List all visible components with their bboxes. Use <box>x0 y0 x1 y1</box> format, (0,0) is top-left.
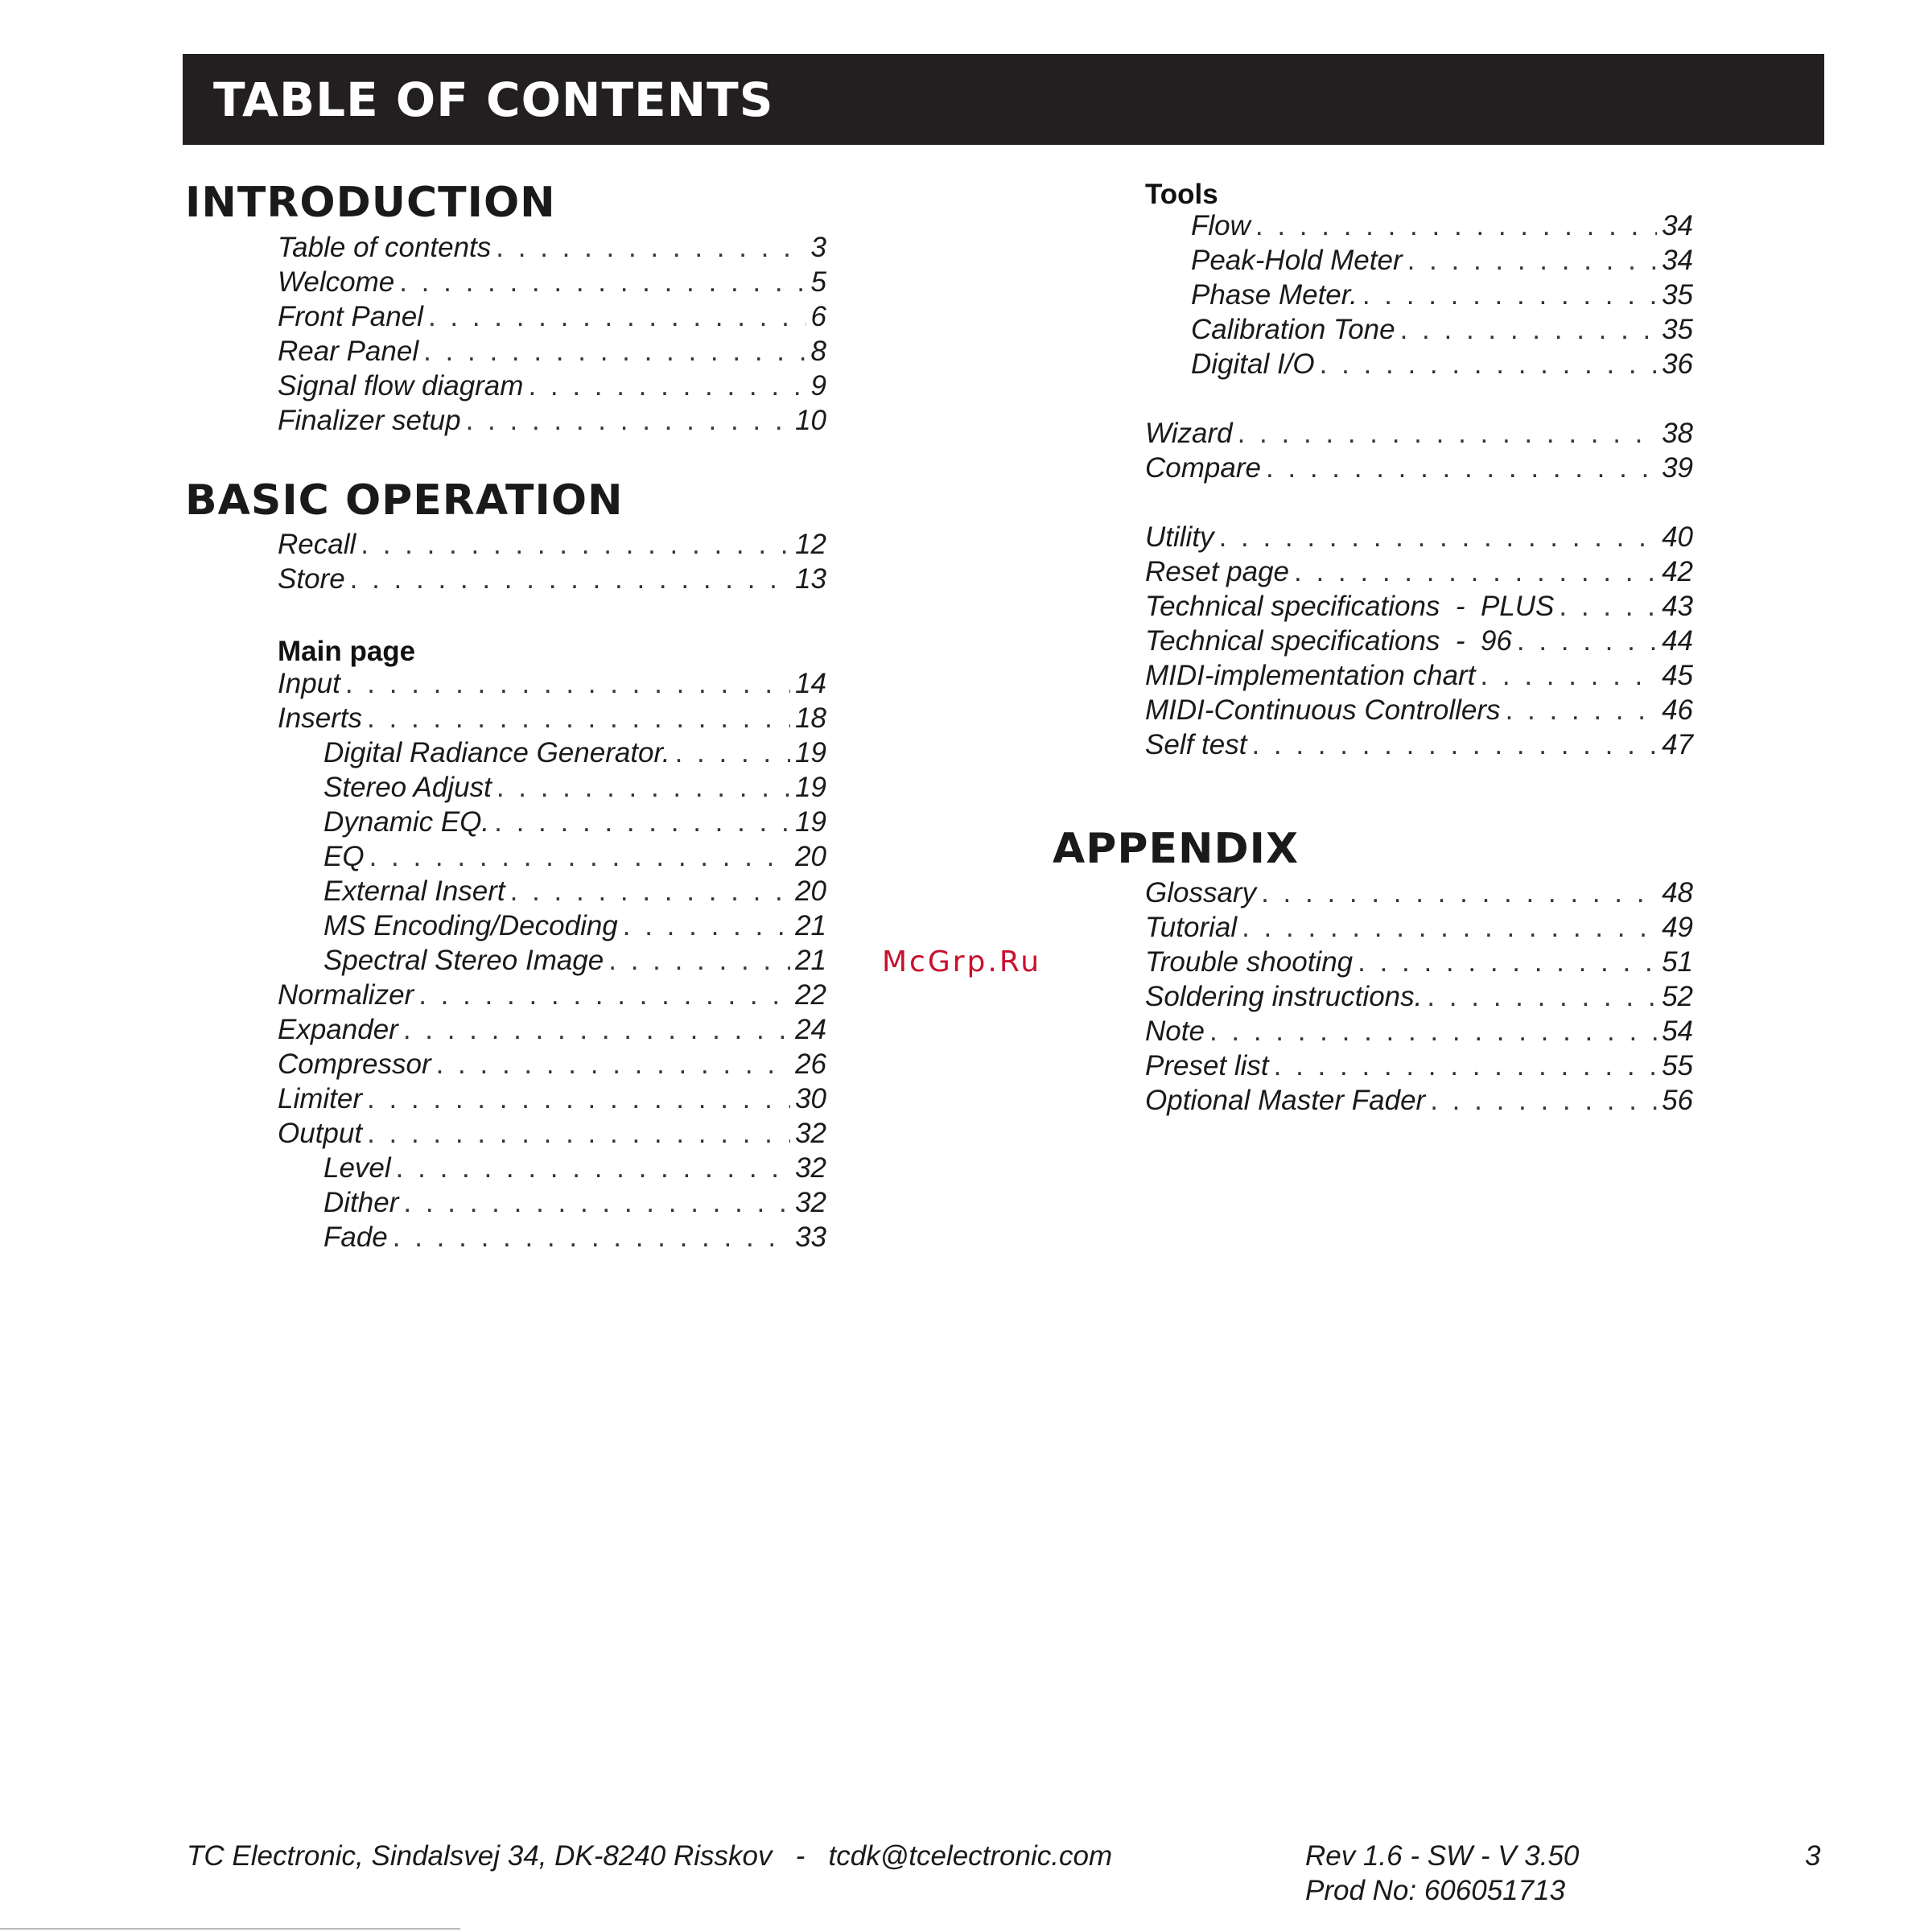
dot-leader <box>1255 210 1657 242</box>
footer-revision: Rev 1.6 - SW - V 3.50 <box>1305 1840 1580 1872</box>
toc-entry[interactable] <box>1145 877 1693 912</box>
dot-leader <box>510 875 790 908</box>
entry-label: Trouble shooting <box>1145 946 1354 978</box>
entry-label: Expander <box>278 1014 398 1045</box>
page-number: 18 <box>795 702 826 734</box>
entry-label: Fade <box>323 1221 388 1253</box>
section-heading-basic-operation: BASIC OPERATION <box>185 476 624 525</box>
toc-entry[interactable] <box>1145 591 1693 625</box>
dot-leader <box>1407 245 1657 277</box>
dot-leader <box>367 702 790 735</box>
toc-entry[interactable] <box>1145 210 1693 245</box>
entry-label: MIDI-implementation chart <box>1145 660 1476 691</box>
entry-label: Wizard <box>1145 418 1233 449</box>
toc-entry[interactable] <box>1145 660 1693 694</box>
page-number: 10 <box>795 405 826 436</box>
dot-leader <box>1242 912 1657 944</box>
entry-label: Utility <box>1145 521 1214 553</box>
entry-label: Recall <box>278 529 356 560</box>
entry-label: Stereo Adjust <box>323 772 492 803</box>
dot-leader <box>494 806 790 838</box>
section-heading-introduction: INTRODUCTION <box>185 179 556 227</box>
dot-leader <box>403 1014 790 1046</box>
dot-leader <box>1261 877 1657 909</box>
entry-label: Dither <box>323 1187 399 1218</box>
toc-entry[interactable] <box>278 405 826 439</box>
dot-leader <box>1400 314 1657 346</box>
toc-entry[interactable] <box>278 910 826 945</box>
toc-entry[interactable] <box>1145 1085 1693 1119</box>
page-number: 19 <box>795 737 826 768</box>
entry-label: Flow <box>1191 210 1251 241</box>
toc-entry[interactable] <box>1145 912 1693 946</box>
toc-entry[interactable] <box>278 806 826 841</box>
toc-entry[interactable] <box>278 370 826 405</box>
page-number: 12 <box>795 529 826 560</box>
footer-product-number: Prod No: 606051713 <box>1305 1875 1566 1906</box>
entry-label: Self test <box>1145 729 1247 760</box>
toc-entry[interactable] <box>278 1048 826 1083</box>
page-number: 46 <box>1662 694 1693 726</box>
dot-leader <box>367 1118 790 1150</box>
entry-label: Soldering instructions. <box>1145 981 1423 1012</box>
dot-leader <box>367 1083 790 1115</box>
entry-label: Optional Master Fader <box>1145 1085 1426 1116</box>
bottom-rule <box>0 1928 460 1930</box>
dot-leader <box>1517 625 1657 657</box>
page-number: 55 <box>1662 1050 1693 1081</box>
page-number: 40 <box>1662 521 1693 553</box>
page-number: 6 <box>810 301 826 332</box>
page-number: 20 <box>795 841 826 872</box>
page-number: 45 <box>1662 660 1693 691</box>
toc-entry[interactable] <box>278 1014 826 1048</box>
toc-entry[interactable] <box>278 266 826 301</box>
toc-entry[interactable] <box>278 772 826 806</box>
dot-leader <box>428 301 806 333</box>
page-number: 3 <box>810 232 826 263</box>
page-number: 36 <box>1662 348 1693 380</box>
toc-entry[interactable] <box>278 668 826 702</box>
page-number: 33 <box>795 1221 826 1253</box>
dot-leader <box>403 1187 790 1219</box>
page-number: 43 <box>1662 591 1693 622</box>
watermark-text: McGrp.Ru <box>882 945 1042 978</box>
page-number: 49 <box>1662 912 1693 943</box>
spacer <box>1145 383 1693 418</box>
toc-entry[interactable] <box>278 702 826 737</box>
dot-leader <box>361 529 790 561</box>
dot-leader <box>1274 1050 1657 1082</box>
page-number: 32 <box>795 1118 826 1149</box>
toc-entry[interactable] <box>1145 279 1693 314</box>
entry-label: MIDI-Continuous Controllers <box>1145 694 1501 726</box>
entry-label: Finalizer setup <box>278 405 461 436</box>
footer-page-number: 3 <box>1805 1840 1821 1872</box>
page-number: 26 <box>795 1048 826 1080</box>
page-number: 35 <box>1662 314 1693 345</box>
toc-entry[interactable] <box>278 563 826 598</box>
entry-label: Preset list <box>1145 1050 1269 1081</box>
dot-leader <box>623 910 790 942</box>
dot-leader <box>396 1152 790 1184</box>
page-number: 22 <box>795 979 826 1011</box>
entry-label: Store <box>278 563 345 595</box>
dot-leader <box>1362 279 1657 311</box>
toc-entry[interactable] <box>278 875 826 910</box>
page-number: 32 <box>795 1152 826 1184</box>
page-number: 34 <box>1662 210 1693 241</box>
toc-entry[interactable] <box>278 336 826 370</box>
subheading-tools: Tools <box>1145 179 1218 210</box>
entry-label: External Insert <box>323 875 505 907</box>
toc-entry[interactable] <box>1145 452 1693 487</box>
entry-label: Glossary <box>1145 877 1257 908</box>
entry-label: Spectral Stereo Image <box>323 945 604 976</box>
entry-label: Table of contents <box>278 232 492 263</box>
page-number: 51 <box>1662 946 1693 978</box>
page-number: 24 <box>795 1014 826 1045</box>
entry-label: Phase Meter. <box>1191 279 1358 311</box>
page-number: 44 <box>1662 625 1693 657</box>
page-number: 54 <box>1662 1015 1693 1047</box>
page-number: 56 <box>1662 1085 1693 1116</box>
toc-entry[interactable] <box>1145 729 1693 764</box>
dot-leader <box>1219 521 1658 554</box>
entry-label: Inserts <box>278 702 363 734</box>
entry-label: Tutorial <box>1145 912 1238 943</box>
dot-leader <box>496 232 806 264</box>
entry-label: Compare <box>1145 452 1261 484</box>
toc-entry[interactable] <box>278 529 826 563</box>
title-bar <box>183 54 1824 145</box>
dot-leader <box>675 737 790 769</box>
toc-entry[interactable] <box>1145 946 1693 981</box>
page-number: 20 <box>795 875 826 907</box>
dot-leader <box>1251 729 1657 761</box>
toc-list-introduction <box>278 232 826 439</box>
entry-label: EQ <box>323 841 365 872</box>
dot-leader <box>1209 1015 1657 1048</box>
page-number: 14 <box>795 668 826 699</box>
entry-label: Limiter <box>278 1083 363 1114</box>
page-number: 9 <box>810 370 826 402</box>
toc-list-appendix <box>1145 877 1693 1119</box>
entry-label: Level <box>323 1152 391 1184</box>
dot-leader <box>1294 556 1657 588</box>
entry-label: Note <box>1145 1015 1205 1047</box>
entry-label: Digital Radiance Generator. <box>323 737 670 768</box>
page-number: 19 <box>795 806 826 838</box>
entry-label: Output <box>278 1118 363 1149</box>
toc-entry[interactable] <box>1145 348 1693 383</box>
dot-leader <box>350 563 790 595</box>
toc-entry[interactable] <box>1145 521 1693 556</box>
dot-leader <box>1238 418 1657 450</box>
page-number: 30 <box>795 1083 826 1114</box>
page-number: 39 <box>1662 452 1693 484</box>
dot-leader <box>418 979 790 1011</box>
spacer <box>1145 487 1693 521</box>
dot-leader <box>1358 946 1657 978</box>
dot-leader <box>1427 981 1657 1013</box>
entry-label: Signal flow diagram <box>278 370 524 402</box>
dot-leader <box>436 1048 790 1081</box>
page-number: 34 <box>1662 245 1693 276</box>
toc-list-basic-operation <box>278 529 826 598</box>
entry-label: Compressor <box>278 1048 431 1080</box>
dot-leader <box>497 772 790 804</box>
dot-leader <box>528 370 806 402</box>
entry-label: MS Encoding/Decoding <box>323 910 618 941</box>
page-number: 21 <box>795 945 826 976</box>
toc-list-main-page <box>278 668 826 1256</box>
dot-leader <box>1430 1085 1657 1117</box>
dot-leader <box>608 945 790 977</box>
toc-list-tools <box>1145 210 1693 764</box>
page-number: 52 <box>1662 981 1693 1012</box>
toc-entry[interactable] <box>1145 245 1693 279</box>
page-number: 35 <box>1662 279 1693 311</box>
section-heading-appendix: APPENDIX <box>1053 825 1300 873</box>
entry-label: Digital I/O <box>1191 348 1315 380</box>
toc-entry[interactable] <box>278 737 826 772</box>
toc-entry[interactable] <box>1145 1015 1693 1050</box>
toc-entry[interactable] <box>1145 981 1693 1015</box>
page-number: 5 <box>810 266 826 298</box>
dot-leader <box>399 266 806 299</box>
page-number: 13 <box>795 563 826 595</box>
dot-leader <box>423 336 806 368</box>
toc-entry[interactable] <box>278 232 826 266</box>
entry-label: Rear Panel <box>278 336 419 367</box>
toc-entry[interactable] <box>278 1152 826 1187</box>
dot-leader <box>369 841 790 873</box>
dot-leader <box>466 405 790 437</box>
entry-label: Front Panel <box>278 301 423 332</box>
subheading-main-page: Main page <box>278 636 416 667</box>
page-number: 32 <box>795 1187 826 1218</box>
entry-label: Technical specifications - PLUS <box>1145 591 1555 622</box>
dot-leader <box>345 668 790 700</box>
dot-leader <box>1559 591 1657 623</box>
toc-entry[interactable] <box>278 841 826 875</box>
toc-entry[interactable] <box>1145 1050 1693 1085</box>
page-number: 21 <box>795 910 826 941</box>
toc-entry[interactable] <box>278 1083 826 1118</box>
dot-leader <box>1266 452 1657 484</box>
footer-address: TC Electronic, Sindalsvej 34, DK-8240 Risskov - tcdk@tcelectronic.com <box>187 1840 1113 1872</box>
page-number: 8 <box>810 336 826 367</box>
toc-entry[interactable] <box>1145 625 1693 660</box>
toc-entry[interactable] <box>1145 418 1693 452</box>
toc-entry[interactable] <box>1145 314 1693 348</box>
entry-label: Technical specifications - 96 <box>1145 625 1512 657</box>
page-title: TABLE OF CONTENTS <box>213 72 774 127</box>
page-number: 19 <box>795 772 826 803</box>
entry-label: Welcome <box>278 266 395 298</box>
toc-entry[interactable] <box>278 1187 826 1221</box>
toc-entry[interactable] <box>1145 694 1693 729</box>
entry-label: Peak-Hold Meter <box>1191 245 1403 276</box>
entry-label: Input <box>278 668 340 699</box>
toc-entry[interactable] <box>278 945 826 979</box>
toc-entry[interactable] <box>278 979 826 1014</box>
toc-entry[interactable] <box>1145 556 1693 591</box>
dot-leader <box>1480 660 1657 692</box>
toc-entry[interactable] <box>278 1118 826 1152</box>
page-number: 47 <box>1662 729 1693 760</box>
page-number: 38 <box>1662 418 1693 449</box>
entry-label: Calibration Tone <box>1191 314 1395 345</box>
entry-label: Normalizer <box>278 979 414 1011</box>
toc-entry[interactable] <box>278 301 826 336</box>
entry-label: Dynamic EQ. <box>323 806 490 838</box>
page-number: 42 <box>1662 556 1693 587</box>
page-number: 48 <box>1662 877 1693 908</box>
toc-entry[interactable] <box>278 1221 826 1256</box>
dot-leader <box>393 1221 790 1254</box>
dot-leader <box>1320 348 1657 381</box>
entry-label: Reset page <box>1145 556 1290 587</box>
dot-leader <box>1506 694 1658 727</box>
